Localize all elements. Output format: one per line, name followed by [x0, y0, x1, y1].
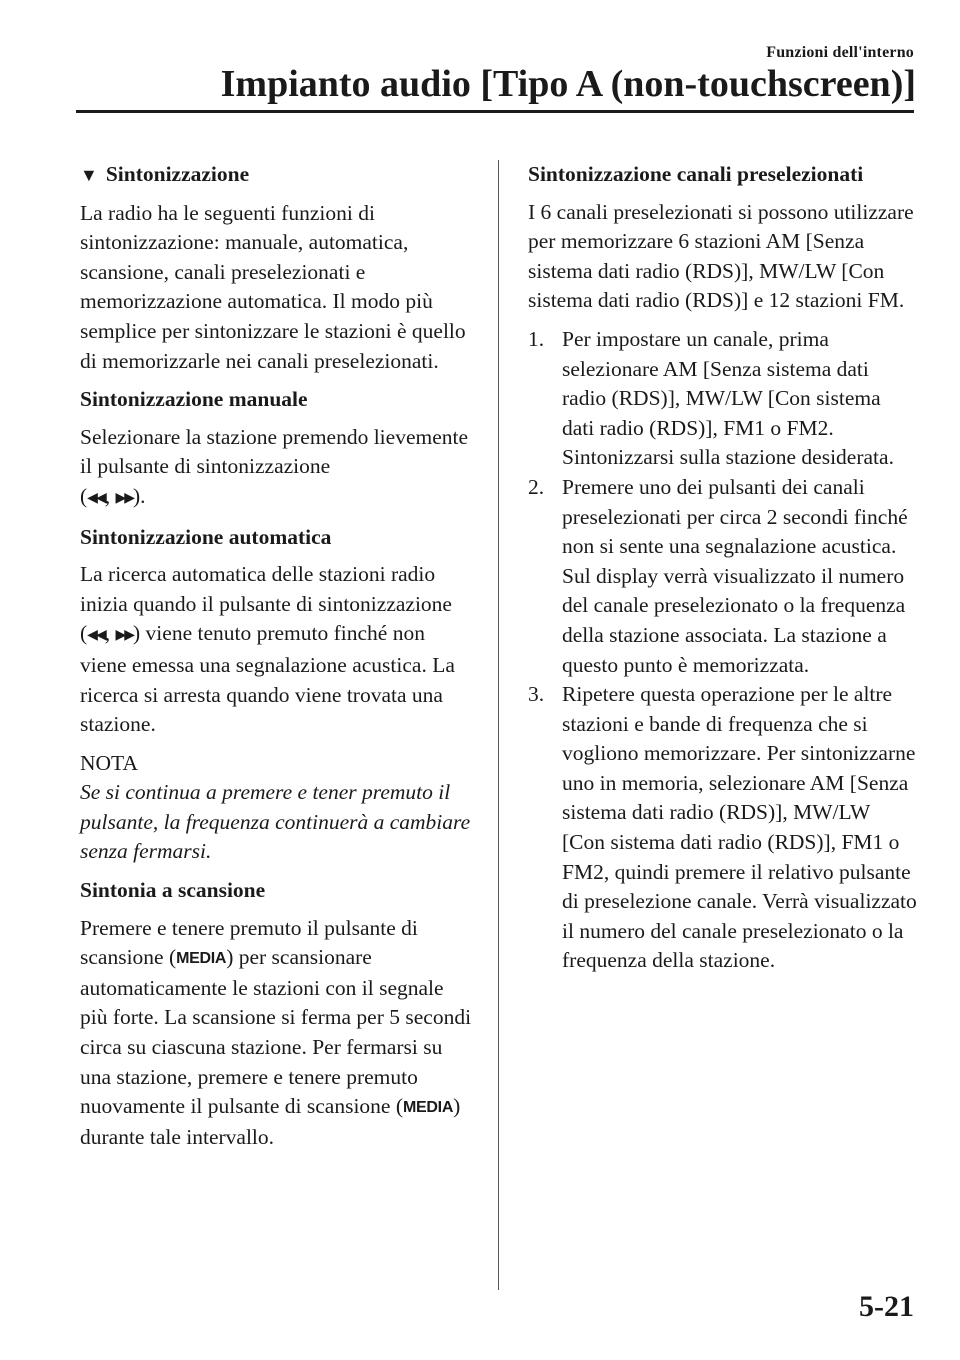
- step-number: 1.: [528, 326, 545, 351]
- seek-back-icon: ◀◀: [87, 627, 105, 644]
- step-text: Ripetere questa operazione per le altre stazioni e bande di frequenza che si vogliono memorizzare. Per sintonizzarne uno in memoria, selezionare AM [Senza sistema dati radio (RDS)], MW/LW [Con sistema dati radio (RDS)], FM1 o FM2, quindi premere il relativo pulsante di preselezione canale. Verrà visualizzato il numero del canale preselezionato o la frequenza della stazione.: [562, 682, 917, 973]
- preset-intro-paragraph: I 6 canali preselezionati si possono utilizzare per memorizzare 6 stazioni AM [Senza sistema dati radio (RDS)], MW/LW [Con sistema dati radio (RDS)] e 12 stazioni FM.: [528, 199, 914, 313]
- right-column: [528, 160, 918, 976]
- header-rule: [76, 110, 914, 113]
- step-text: Premere uno dei pulsanti dei canali preselezionati per circa 2 secondi finché non si sente una segnalazione acustica. Sul display verrà visualizzato il numero del canale preselezionato o la frequenza della stazione associata. La stazione a questo punto è memorizzata.: [562, 474, 908, 677]
- scan-text-2: ) per scansionare automaticamente le stazioni con il segnale più forte. La scansione si ferma per 5 secondi circa su ciascuna stazione. Per fermarsi su una stazione, premere e tenere premuto nuovamente il pulsante di scansione (: [80, 945, 472, 1119]
- tuning-heading: [80, 160, 475, 191]
- preset-steps-list: [528, 325, 918, 976]
- section-title: Funzioni dell'interno: [766, 44, 914, 61]
- manual-tuning-text: Selezionare la stazione premendo lievemente il pulsante di sintonizzazione: [80, 424, 469, 479]
- manual-tuning-paragraph: Selezionare la stazione premendo lievemente il pulsante di sintonizzazione (◀◀, ▶▶).: [80, 424, 469, 508]
- intro-paragraph: La radio ha le seguenti funzioni di sintonizzazione: manuale, automatica, scansione, canali preselezionati e memorizzazione automatica. Il modo più semplice per sintonizzare le stazioni è quello di memorizzarle nei canali preselezionati.: [80, 200, 466, 373]
- scan-tuning-heading: Sintonia a scansione: [80, 878, 266, 903]
- seek-back-icon: ◀◀: [87, 489, 105, 506]
- auto-tuning-text-1: La ricerca automatica delle stazioni radio inizia quando il pulsante di sintonizzazione (: [80, 562, 452, 646]
- seek-forward-icon: ▶▶: [115, 489, 134, 506]
- seek-forward-icon: ▶▶: [115, 627, 134, 644]
- step-number: 2.: [528, 474, 545, 499]
- tuning-heading-text: Sintonizzazione: [105, 162, 250, 186]
- auto-tuning-heading: Sintonizzazione automatica: [80, 524, 332, 549]
- list-item: [528, 473, 918, 680]
- page-number: 5-21: [859, 1290, 914, 1323]
- list-item: [528, 680, 918, 976]
- media-button-icon: MEDIA: [176, 950, 227, 968]
- column-divider: [498, 160, 499, 1290]
- step-text: Per impostare un canale, prima selezionare AM [Senza sistema dati radio (RDS)], MW/LW [Con sistema dati radio (RDS)], FM1 o FM2. Sintonizzarsi sulla stazione desiderata.: [562, 326, 894, 470]
- auto-tuning-paragraph: La ricerca automatica delle stazioni radio inizia quando il pulsante di sintonizzazione (◀◀, ▶▶) viene tenuto premuto finché non viene emessa una segnalazione acustica. La ricerca si arresta quando viene trovata una stazione.: [80, 562, 455, 737]
- auto-tuning-text-2: ) viene tenuto premuto finché non viene emessa una segnalazione acustica. La ricerca si arresta quando viene trovata una stazione.: [80, 621, 455, 737]
- preset-tuning-heading: Sintonizzazione canali preselezionati: [528, 162, 864, 186]
- scan-text-3: ) durante tale intervallo.: [80, 1094, 461, 1149]
- left-column: [80, 160, 475, 1161]
- triangle-down-icon: ▼: [80, 165, 98, 185]
- note-text: Se si continua a premere e tener premuto il pulsante, la frequenza continuerà a cambiare senza fermarsi.: [80, 780, 471, 864]
- list-item: [528, 325, 918, 473]
- scan-tuning-paragraph: [80, 914, 475, 1153]
- manual-tuning-heading: Sintonizzazione manuale: [80, 387, 308, 412]
- page-title: Impianto audio [Tipo A (non-touchscreen)]: [220, 63, 916, 105]
- media-button-icon: MEDIA: [403, 1099, 454, 1117]
- step-number: 3.: [528, 682, 545, 707]
- scan-text-1: Premere e tenere premuto il pulsante di scansione (: [80, 915, 418, 970]
- note-label: NOTA: [80, 750, 138, 775]
